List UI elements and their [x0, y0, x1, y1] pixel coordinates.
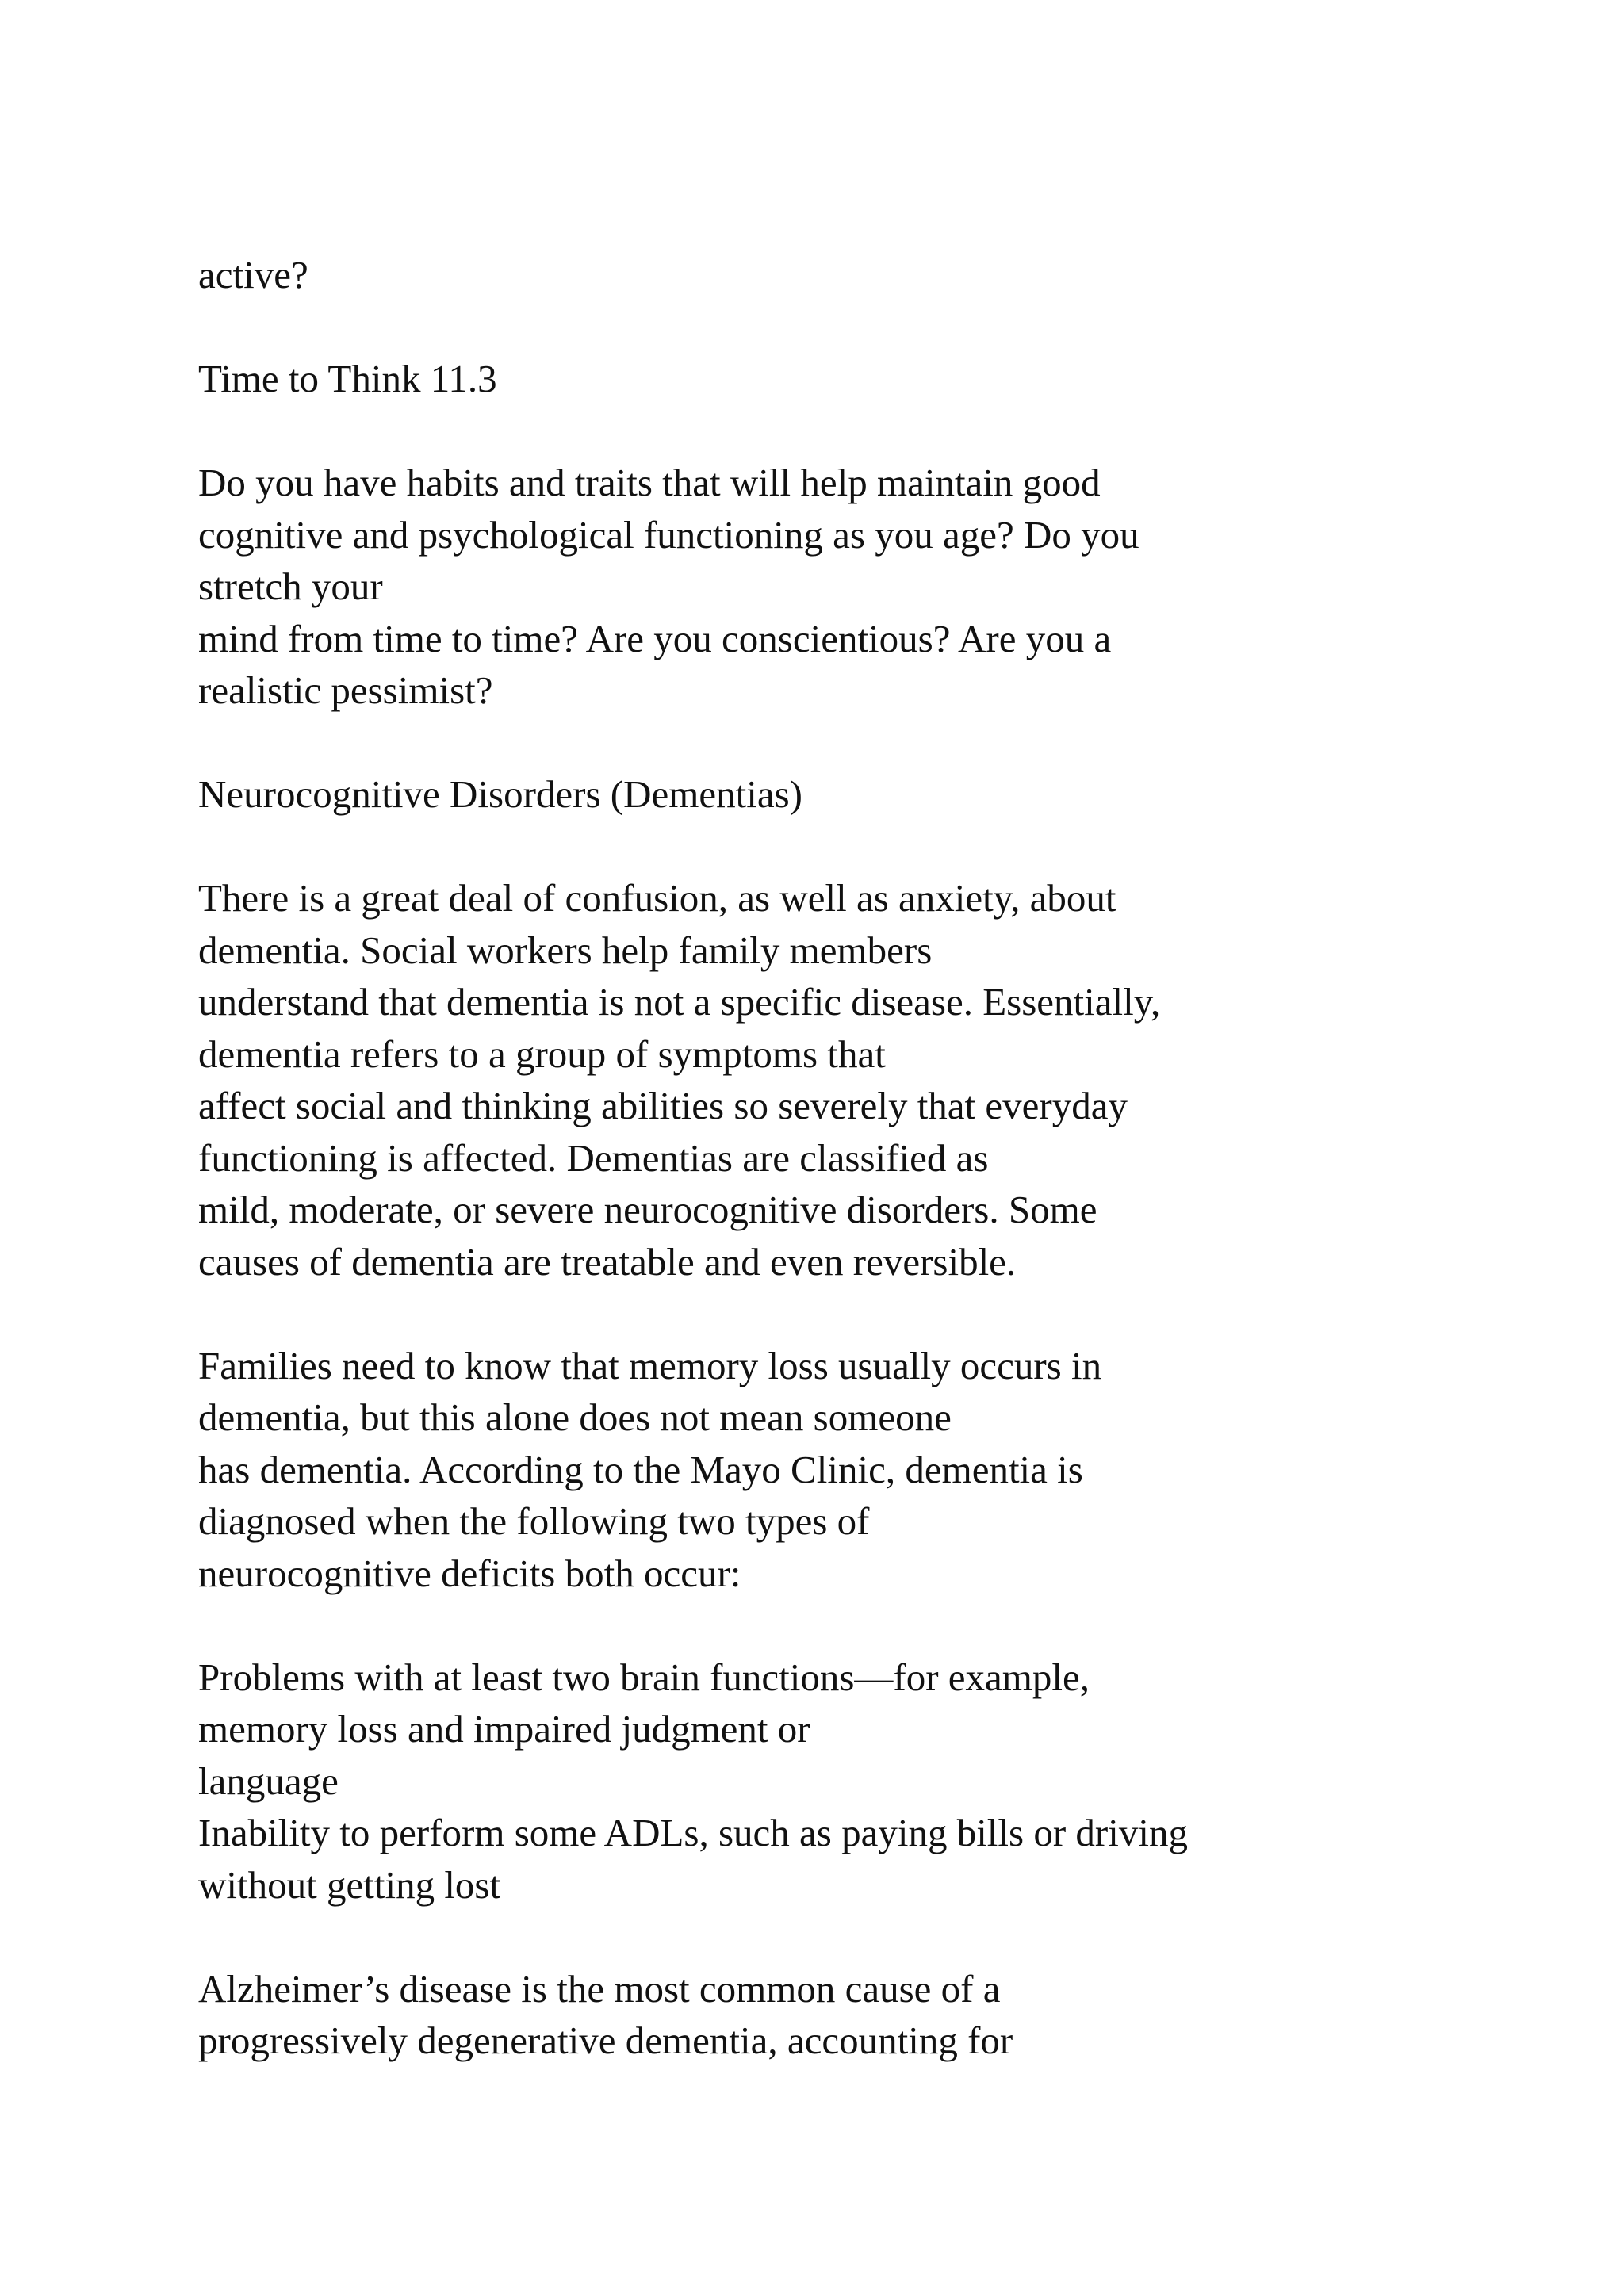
text-line: functioning is affected. Dementias are classified as: [198, 1135, 989, 1180]
list-item-line: without getting lost: [198, 1862, 501, 1907]
text-line: Alzheimer’s disease is the most common cause of a: [198, 1966, 1001, 2011]
list-item-line: language: [198, 1758, 339, 1803]
paragraph-gap: [198, 405, 1546, 457]
paragraph-gap: [198, 301, 1546, 354]
list-item-line: Inability to perform some ADLs, such as paying bills or driving: [198, 1811, 1188, 1854]
text-line: realistic pessimist?: [198, 668, 493, 712]
text-line: dementia refers to a group of symptoms that: [198, 1031, 886, 1076]
text-line: affect social and thinking abilities so severely that everyday: [198, 1084, 1128, 1127]
list-item-line: Problems with at least two brain functions—for example,: [198, 1655, 1090, 1699]
paragraph-gap: [198, 1911, 1546, 1963]
paragraph-gap: [198, 717, 1546, 769]
text-line: There is a great deal of confusion, as well as anxiety, about: [198, 876, 1116, 920]
text-line: Families need to know that memory loss usually occurs in: [198, 1343, 1102, 1387]
text-line: mind from time to time? Are you conscientious? Are you a: [198, 616, 1112, 660]
text-line: neurocognitive deficits both occur:: [198, 1551, 741, 1595]
text-line: cognitive and psychological functioning as you age? Do you: [198, 512, 1139, 557]
list-item-line: memory loss and impaired judgment or: [198, 1707, 810, 1751]
text-line: dementia. Social workers help family members: [198, 928, 933, 972]
text-line: dementia, but this alone does not mean someone: [198, 1395, 952, 1439]
text-line: understand that dementia is not a specific disease. Essentially,: [198, 980, 1161, 1024]
text-line: stretch your: [198, 564, 383, 608]
paragraph-gap: [198, 1599, 1546, 1651]
section-heading: Time to Think 11.3: [198, 357, 497, 400]
section-heading: Neurocognitive Disorders (Dementias): [198, 772, 802, 816]
paragraph-gap: [198, 821, 1546, 873]
paragraph-gap: [198, 1288, 1546, 1340]
text-line: causes of dementia are treatable and even reversible.: [198, 1239, 1017, 1284]
text-line: has dementia. According to the Mayo Clinic, dementia is: [198, 1447, 1083, 1491]
text-line: diagnosed when the following two types of: [198, 1499, 870, 1543]
text-line: active?: [198, 253, 308, 297]
text-line: progressively degenerative dementia, accounting for: [198, 2019, 1013, 2062]
text-line: Do you have habits and traits that will help maintain good: [198, 461, 1101, 504]
document-body: [198, 249, 1546, 2067]
text-line: mild, moderate, or severe neurocognitive disorders. Some: [198, 1188, 1097, 1231]
